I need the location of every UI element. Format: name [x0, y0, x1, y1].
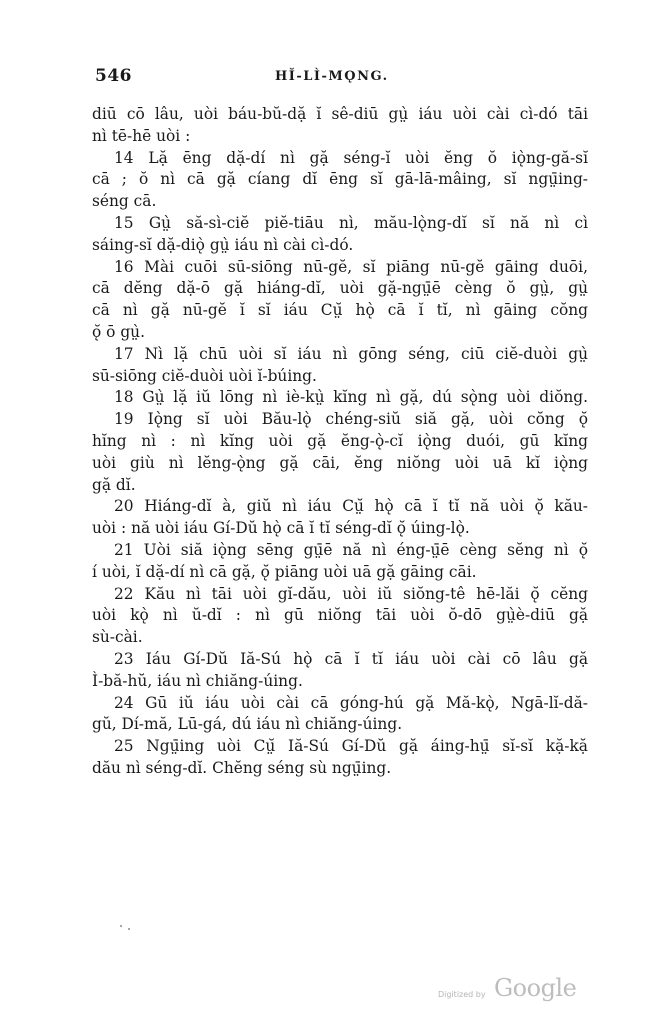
text-line: cā dĕng dặ-ō gặ hiáng-dĭ, uòi gặ-ngṳ̄ē cèng ŏ gṳ̀, gṳ̀	[92, 279, 588, 298]
text-line: uòi giù nì lĕng-ǫ̀ng gặ cāi, ĕng niŏng uòi uā kĭ iǫ̀ng	[92, 453, 588, 472]
text-line: í uòi, ĭ dặ-dí nì cā gặ, ǫ̆ piāng uòi uā gặ gāing cāi.	[92, 562, 477, 581]
running-head: HĬ-LÌ-MǪNG.	[275, 69, 389, 84]
digitized-by-label: Digitized by	[438, 990, 486, 999]
text-line: cā nì gặ nū-gĕ ĭ sĭ iáu Cṳ̆ hǫ̀ cā ĭ tĭ, nì gāing cŏng	[92, 301, 588, 320]
text-body	[92, 104, 588, 780]
digitization-watermark	[430, 972, 590, 1002]
page-number: 546	[95, 66, 132, 86]
verse-23: 23 Iáu Gí-Dŭ Iă-Sú hǫ̀ cā ĭ tĭ iáu uòi cài cō lâu gặ	[114, 649, 588, 668]
verse-24: 24 Gū iŭ iáu uòi cài cā góng-hú gặ Mă-kǫ̀, Ngā-lĭ-dă-	[114, 693, 588, 712]
scan-speck	[128, 928, 130, 930]
verse-17: 17 Nì lặ chū uòi sĭ iáu nì gōng séng, ciū ciĕ-duòi gṳ̀	[114, 344, 588, 363]
text-line: uòi kǫ̀ nì ŭ-dĭ : nì gū niŏng tāi uòi ŏ-dō gṳ̀è-diū gặ	[92, 606, 588, 625]
verse-19: 19 Iǫ̀ng sĭ uòi Bău-lǫ̀ chéng-siŭ siă gặ, uòi cŏng ǫ̆	[114, 410, 588, 429]
text-line: gặ dĭ.	[92, 475, 136, 494]
verse-14: 14 Lặ ēng dặ-dí nì gặ séng-ĭ uòi ĕng ŏ iǫ̀ng-gă-sĭ	[114, 148, 588, 167]
text-line: nì tē-hē uòi :	[92, 126, 191, 145]
verse-16: 16 Mài cuōi sū-siōng nū-gĕ, sĭ piāng nū-gĕ gāing duōi,	[114, 257, 588, 276]
google-logo: Google	[494, 974, 577, 1002]
text-line: séng cā.	[92, 192, 157, 211]
verse-18: 18 Gṳ̀ lặ iŭ lōng nì iè-kṳ̀ kĭng nì gặ, dú sǫ̀ng uòi diŏng.	[114, 388, 588, 407]
verse-20: 20 Hiáng-dĭ à, giŭ nì iáu Cṳ̆ hǫ̀ cā ĭ tĭ nă uòi ǫ̆ kău-	[114, 497, 588, 516]
text-line: uòi : nă uòi iáu Gí-Dŭ hǫ̀ cā ĭ tĭ séng-dĭ ǫ̆ úing-lǫ̀.	[92, 519, 470, 538]
text-line: gŭ, Dí-mă, Lū-gá, dú iáu nì chiăng-úing.	[92, 715, 403, 734]
verse-21: 21 Uòi siă iǫ̀ng sēng gṳ̄ē nă nì éng-ṳ̄ē cèng sĕng nì ǫ̆	[114, 540, 588, 559]
text-line: hĭng nì : nì kĭng uòi gặ ĕng-ǫ̀-cĭ iǫ̀ng duói, gū kĭng	[92, 431, 588, 450]
text-line: sū-siōng ciĕ-duòi uòi ĭ-búing.	[92, 366, 317, 385]
page-header	[95, 66, 585, 88]
text-line: sáing-sĭ dặ-diǫ̀ gṳ̀ iáu nì cài cì-dó.	[92, 235, 354, 254]
text-line: Ì-bă-hŭ, iáu nì chiăng-úing.	[92, 671, 303, 690]
verse-25: 25 Ngṳ̄ing uòi Cṳ̆ Iă-Sú Gí-Dŭ gặ áing-hṳ̄ sĭ-sĭ kặ-kặ	[114, 737, 588, 756]
text-line: cā ; ŏ nì cā gặ cíang dĭ ēng sĭ gā-lā-mâing, sĭ ngṳ̄ing-	[92, 170, 588, 189]
verse-22: 22 Kău nì tāi uòi gĭ-dău, uòi iŭ siŏng-tê hē-lăi ǫ̆ cĕng	[114, 584, 588, 603]
verse-15: 15 Gṳ̀ să-sì-ciĕ piĕ-tiāu nì, mău-lǫ̀ng-dĭ sĭ nă nì cì	[114, 213, 588, 232]
text-line: ǫ̆ ō gṳ̀.	[92, 322, 145, 341]
text-line: diū cō lâu, uòi báu-bŭ-dặ ĭ sê-diū gṳ̀ iáu uòi cài cì-dó tāi	[92, 105, 588, 123]
text-line: sù-cài.	[92, 628, 143, 647]
text-line: dău nì séng-dĭ. Chĕng séng sù ngṳ̄ing.	[92, 758, 392, 777]
scan-speck	[120, 925, 122, 927]
